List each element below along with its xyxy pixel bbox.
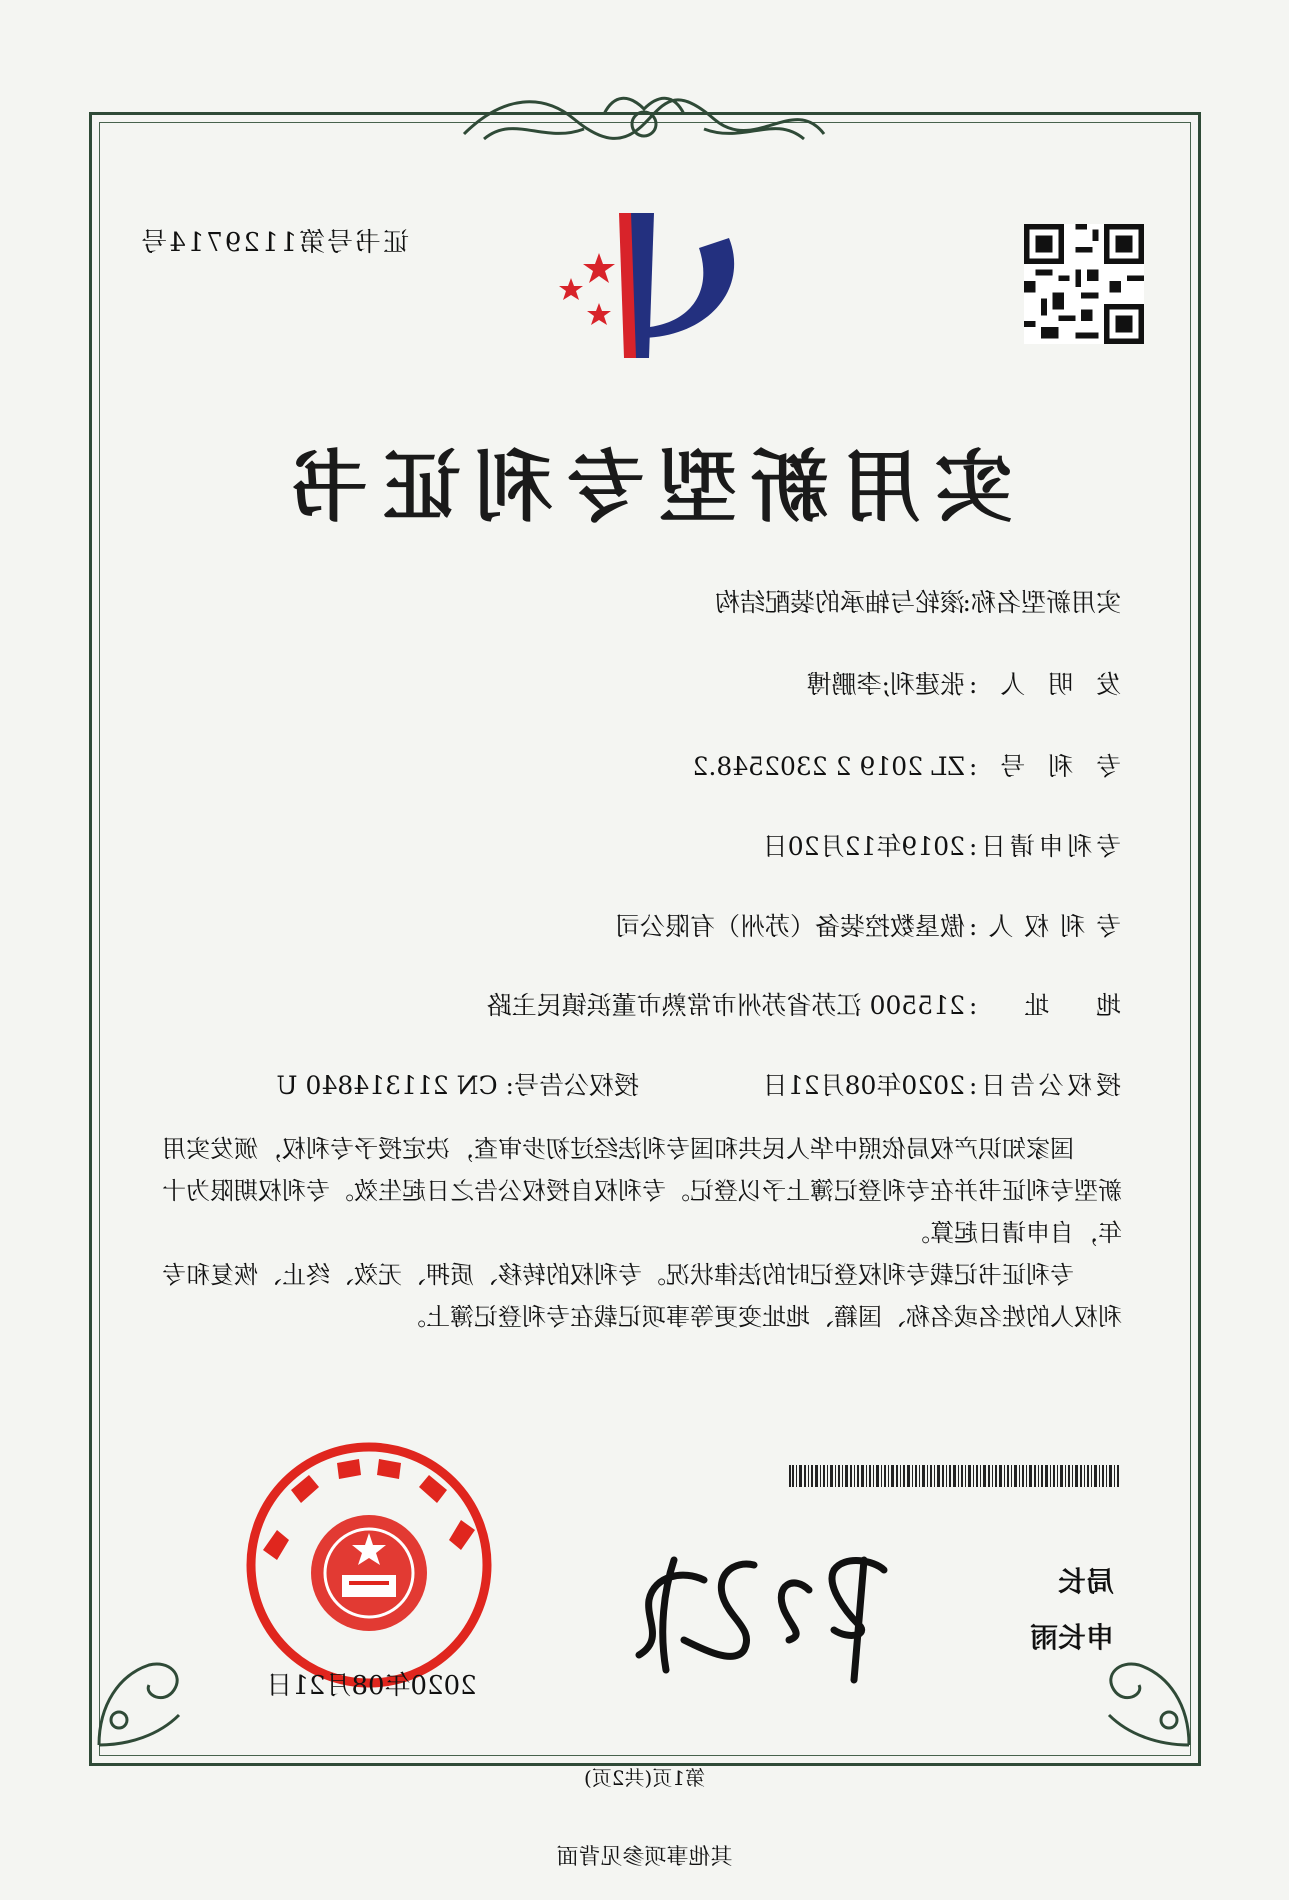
corner-ornament-icon — [1089, 1645, 1199, 1755]
barcode-icon — [789, 1465, 1119, 1487]
field-label: 授权公告日: — [969, 1071, 1121, 1100]
field-value: CN 211314840 U — [276, 1071, 498, 1100]
field-label: 地址: — [969, 991, 1121, 1020]
field-value: ZL 2019 2 2302548.2 — [692, 752, 965, 781]
field-patent-number — [692, 747, 1121, 783]
field-value: 张建利;李鹏博 — [806, 670, 965, 699]
field-label: 实用新型名称: — [962, 588, 1121, 617]
field-label: 发明人: — [969, 670, 1121, 699]
handwritten-signature-icon — [614, 1530, 904, 1690]
field-label: 授权公告号: — [505, 1071, 639, 1100]
field-announcement-number — [276, 1066, 639, 1102]
field-value: 2019年12月20日 — [762, 832, 965, 861]
field-value: 2020年08月21日 — [762, 1071, 965, 1100]
certificate-body — [162, 1128, 1122, 1338]
body-paragraph: 专利证书记载专利权登记时的法律状况。专利权的转移、质押、无效、终止、恢复和专利权人的姓名或名称、国籍、地址变更等事项记载在专利登记簿上。 — [162, 1261, 1122, 1331]
field-value: 傲垦数控装备（苏州）有限公司 — [614, 912, 965, 941]
field-value: 滚轮与轴承的装配结构 — [714, 588, 965, 617]
field-patentee — [615, 907, 1121, 943]
field-label: 专利号: — [969, 752, 1121, 781]
director-name: 申长雨 — [1029, 1621, 1114, 1654]
page-number: 第1页(共2页) — [583, 1766, 706, 1790]
field-value: 215500 江苏省苏州市常熟市董浜镇民主路 — [486, 991, 965, 1020]
seal-date: 2020年08月21日 — [266, 1671, 477, 1701]
field-grant-date — [763, 1066, 1121, 1102]
director-title: 局长 — [1057, 1565, 1114, 1598]
certificate-title: 实用新型专利证书 — [276, 442, 1013, 533]
patent-office-logo-icon — [549, 208, 749, 373]
certificate-number: 证书号第1129714号 — [139, 228, 409, 258]
field-inventor — [807, 665, 1121, 701]
body-paragraph: 国家知识产权局依照中华人民共和国专利法经过初步审查，决定授予专利权，颁发实用新型专利证书并在专利登记簿上予以登记。专利权自授权公告之日起生效。专利权期限为十年，自申请日起算。 — [162, 1135, 1122, 1247]
footer-note: 其他事项参见背面 — [556, 1845, 733, 1870]
top-ornament-icon — [454, 84, 834, 160]
field-label: 专利申请日: — [969, 832, 1121, 861]
field-application-date — [763, 827, 1121, 863]
qr-code-icon — [1024, 220, 1144, 348]
field-address — [487, 986, 1121, 1022]
field-utility-model-name — [715, 583, 1121, 619]
corner-ornament-icon — [89, 1645, 199, 1755]
field-label: 专利权人: — [969, 912, 1121, 941]
